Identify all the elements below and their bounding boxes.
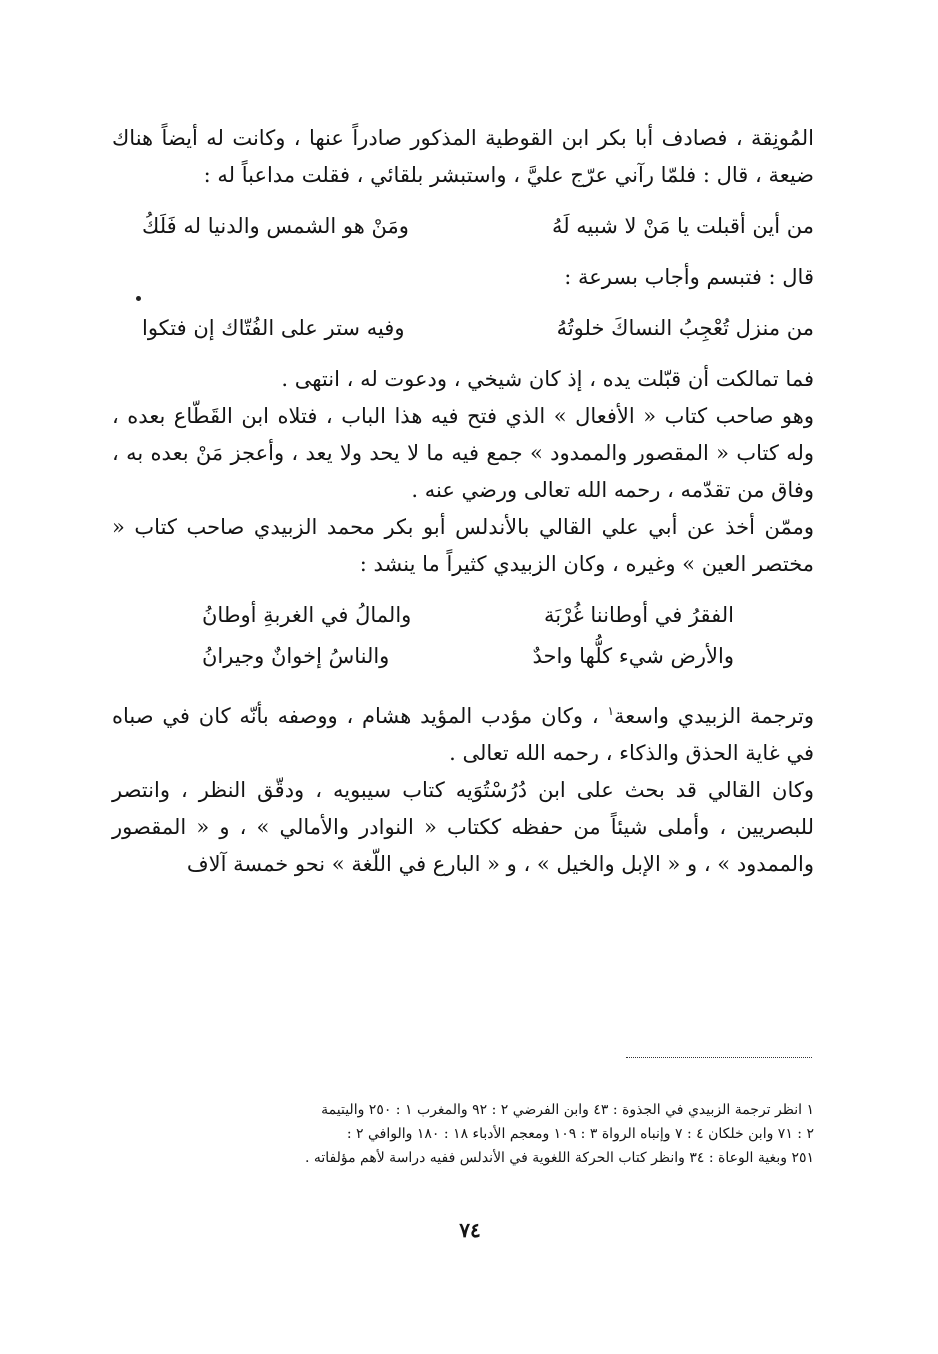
- paragraph-6-end: ، وكان مؤدب المؤيد هشام ، ووصفه بأنّه كان في صباه في غاية الحذق والذكاء ، رحمه الله تعالى .: [112, 704, 814, 765]
- paragraph-6-start: وترجمة الزبيدي واسعة: [613, 704, 814, 728]
- verse-group: [112, 597, 814, 675]
- verse-2: [112, 310, 814, 347]
- verse-4-left: والناسُ إخوانٌ وجيرانُ: [202, 644, 390, 668]
- paragraph-4: وهو صاحب كتاب « الأفعال » الذي فتح فيه هذا الباب ، فتلاه ابن القَطّاع بعده ، وله كتاب « المقصور والممدود » جمع فيه ما لا يحد ولا يعد ، وأعجز مَنْ بعده به ، وفاق من تقدّمه ، رحمه الله تعالى ورضي عنه .: [112, 404, 814, 502]
- verse-1-right: من أين أقبلت يا مَنْ لا شبيه لَهُ: [551, 214, 814, 238]
- verse-3-left: والمالُ في الغربةِ أوطانُ: [202, 603, 412, 627]
- footnote-line-2: ٢ : ٧١ وابن خلكان ٤ : ٧ وإنباه الرواة ٣ : ١٠٩ ومعجم الأدباء ١٨ : ١٨٠ والوافي ٢ :: [346, 1126, 814, 1142]
- paragraph-6: [112, 693, 814, 772]
- footnote-marker: ١: [607, 704, 614, 718]
- footnote-separator: [626, 1057, 812, 1058]
- paragraph-1: المُونِقة ، فصادف أبا بكر ابن القوطية المذكور صادراً عنها ، وكانت له أيضاً هناك ضيعة ، قال : فلمّا رآني عرّج عليَّ ، واستبشر بلقائي ، فقلت مداعباً له :: [112, 126, 814, 187]
- verse-2-left: وفيه ستر على الفُتّاك إن فتكوا: [142, 316, 405, 340]
- verse-3-right: الفقرُ في أوطاننا غُرْبَة: [544, 603, 734, 627]
- stray-dot-mark: [136, 296, 141, 301]
- verse-2-right: من منزل تُعْجِبُ النساكَ خلوتُهُ: [556, 316, 814, 340]
- footnote-line-3: ٢٥١ وبغية الوعاة : ٣٤ وانظر كتاب الحركة اللغوية في الأندلس ففيه دراسة لأهم مؤلفاته .: [304, 1150, 814, 1166]
- footnotes: [112, 1098, 814, 1170]
- paragraph-7: وكان القالي قد بحث على ابن دُرُسْتُوَيه كتاب سيبويه ، ودقّق النظر ، وانتصر للبصريين ، وأملى شيئاً من حفظه ككتاب « النوادر والأمالي » ، و « المقصور والممدود » ، و « الإبل والخيل » ، و « البارع في اللّغة » نحو خمسة آلاف: [112, 778, 814, 876]
- verse-4-right: والأرض شيء كلُّها واحدٌ: [532, 644, 734, 668]
- paragraph-2: قال : فتبسم وأجاب بسرعة :: [564, 265, 814, 289]
- verse-3: [112, 597, 814, 634]
- verse-4: [112, 638, 814, 675]
- footnote-line-1: ١ انظر ترجمة الزبيدي في الجذوة : ٤٣ وابن الفرضي ٢ : ٩٢ والمغرب ١ : ٢٥٠ واليتيمة: [321, 1102, 814, 1118]
- verse-1-left: ومَنْ هو الشمس والدنيا له فَلَكُ: [142, 214, 409, 238]
- page-body: [112, 120, 814, 883]
- verse-1: [112, 208, 814, 245]
- paragraph-3: فما تمالكت أن قبّلت يده ، إذ كان شيخي ، ودعوت له ، انتهى .: [281, 367, 814, 391]
- page-number: ٧٤: [459, 1218, 481, 1242]
- paragraph-5: وممّن أخذ عن أبي علي القالي بالأندلس أبو بكر محمد الزبيدي صاحب كتاب « مختصر العين » وغيره ، وكان الزبيدي كثيراً ما ينشد :: [112, 515, 814, 576]
